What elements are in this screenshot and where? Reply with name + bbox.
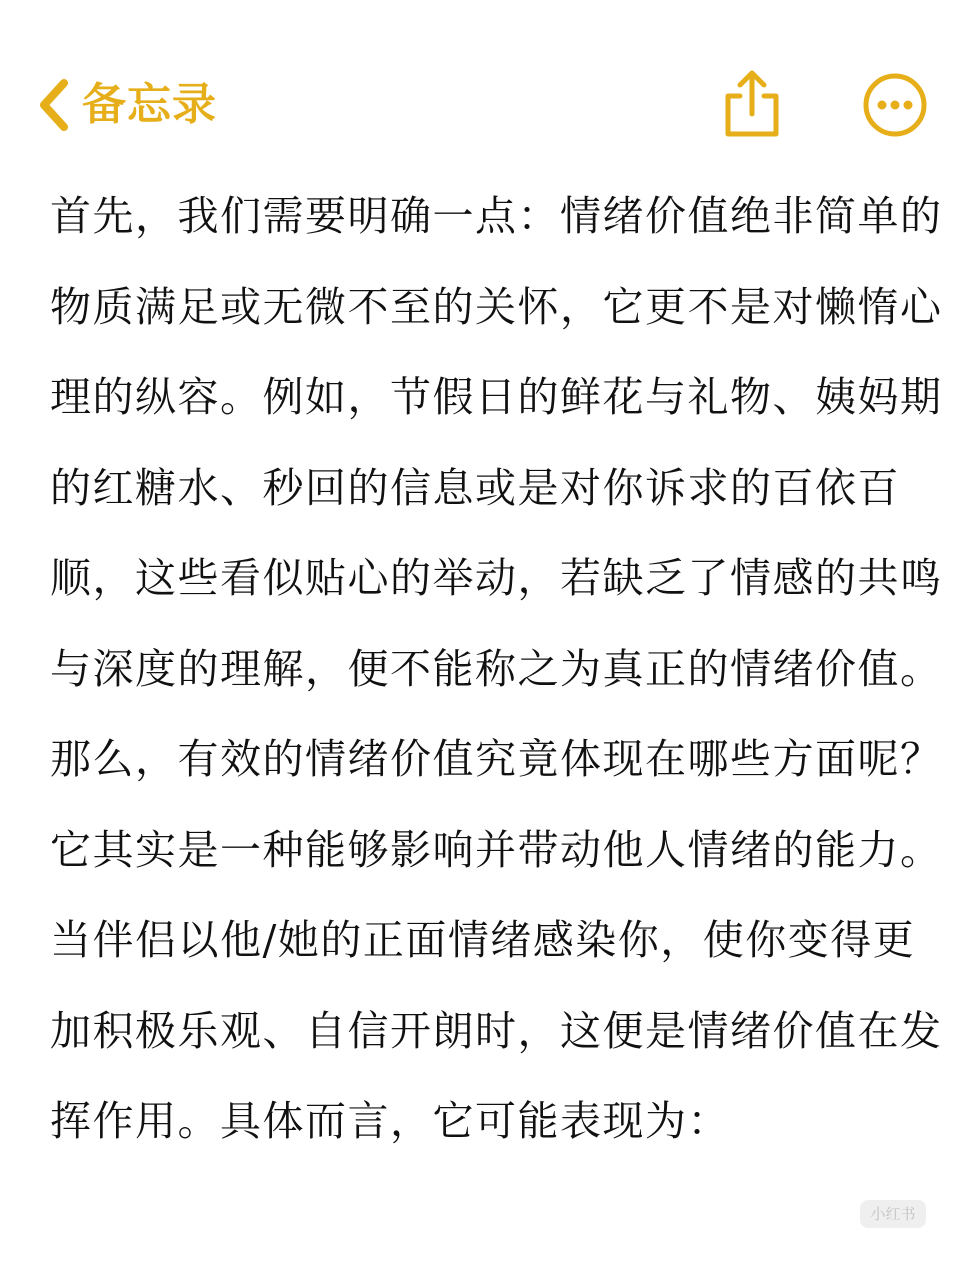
share-icon[interactable] <box>722 68 782 140</box>
back-button-label: 备忘录 <box>82 79 217 130</box>
note-line: 的红糖水、秒回的信息或是对你诉求的百依百 <box>50 463 900 512</box>
note-line: 挥作用。具体而言，它可能表现为： <box>50 1097 730 1145</box>
note-line: 当伴侣以他/她的正面情绪感染你，使你变得更 <box>50 916 916 964</box>
note-line: 顺，这些看似贴心的举动，若缺乏了情感的共鸣 <box>50 554 943 602</box>
navigation-bar <box>0 0 960 170</box>
note-line: 它其实是一种能够影响并带动他人情绪的能力。 <box>50 825 943 874</box>
chevron-left-icon <box>34 77 74 133</box>
watermark: 小红书 <box>860 1200 926 1228</box>
note-body[interactable] <box>50 185 943 1181</box>
note-line: 首先，我们需要明确一点：情绪价值绝非简单的 <box>50 192 943 240</box>
more-icon[interactable] <box>862 72 928 138</box>
note-line: 与深度的理解，便不能称之为真正的情绪价值。 <box>50 644 943 693</box>
note-line: 理的纵容。例如，节假日的鲜花与礼物、姨妈期 <box>50 373 943 421</box>
note-line: 物质满足或无微不至的关怀，它更不是对懒惰心 <box>50 282 943 331</box>
note-line: 那么，有效的情绪价值究竟体现在哪些方面呢？ <box>50 735 943 783</box>
back-button[interactable] <box>34 72 217 138</box>
note-line: 加积极乐观、自信开朗时，这便是情绪价值在发 <box>50 1006 943 1055</box>
